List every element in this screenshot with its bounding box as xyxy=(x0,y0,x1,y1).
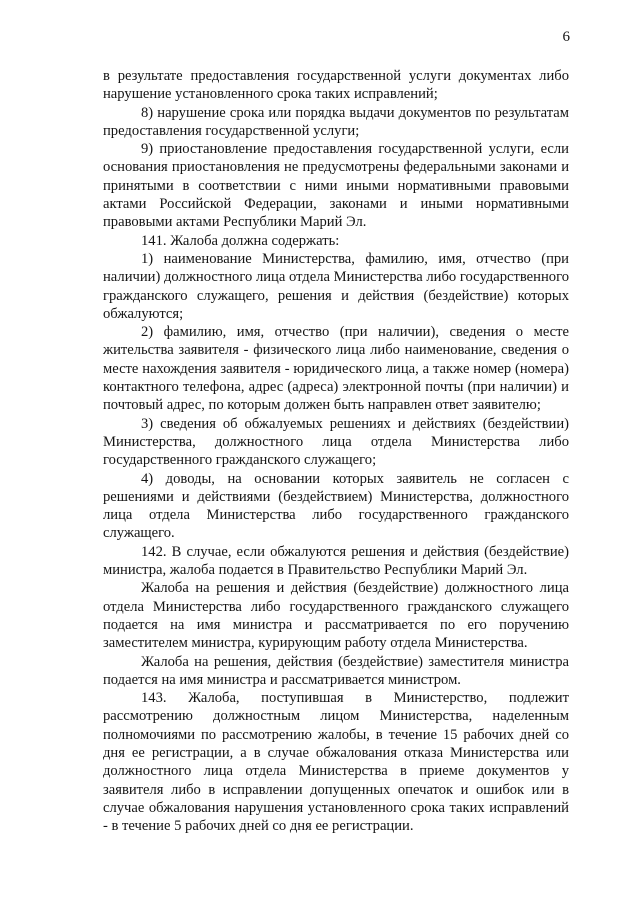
paragraph-141-item-3: 3) сведения об обжалуемых решениях и действиях (бездействии) Министерства, должностного лица отдела Министерства либо государственного гражданского служащего; xyxy=(103,415,569,469)
paragraph-141-item-2: 2) фамилию, имя, отчество (при наличии), сведения о месте жительства заявителя - физического лица либо наименование, сведения о месте нахождения заявителя - юридического лица, а также номер (номера) контактного телефона, адрес (адреса) электронной почты (при наличии) и почтовый адрес, по которым должен быть направлен ответ заявителю; xyxy=(103,324,569,414)
paragraph-142: 142. В случае, если обжалуются решения и действия (бездействие) министра, жалоба подается в Правительство Республики Марий Эл. xyxy=(103,543,569,579)
page-number: 6 xyxy=(562,29,570,45)
document-body xyxy=(103,67,569,835)
paragraph-141-item-1: 1) наименование Министерства, фамилию, имя, отчество (при наличии) должностного лица отдела Министерства либо государственного гражданского служащего, решения и действия (бездействие) которых обжалуются; xyxy=(103,250,569,322)
paragraph-142-officials: Жалоба на решения и действия (бездействие) должностного лица отдела Министерства либо государственного гражданского служащего подается на имя министра и рассматривается по его поручению заместителем министра, курирующим работу отдела Министерства. xyxy=(103,580,569,652)
paragraph-1: в результате предоставления государственной услуги документах либо нарушение установленного срока таких исправлений; xyxy=(103,68,569,103)
paragraph-143: 143. Жалоба, поступившая в Министерство, подлежит рассмотрению должностным лицом Министерства, наделенным полномочиями по рассмотрению жалобы, в течение 15 рабочих дней со дня ее регистрации, а в случае обжалования отказа Министерства или должностного лица отдела Министерства в приеме документов у заявителя либо в исправлении допущенных опечаток и ошибок или в случае обжалования нарушения установленного срока таких исправлений - в течение 5 рабочих дней со дня ее регистрации. xyxy=(103,690,569,835)
paragraph-item-9: 9) приостановление предоставления государственной услуги, если основания приостановления не предусмотрены федеральными законами и принятыми в соответствии с ними иными нормативными правовыми актами Российской Федерации, законами и иными нормативными правовыми актами Республики Марий Эл. xyxy=(103,141,569,231)
paragraph-142-deputy: Жалоба на решения, действия (бездействие) заместителя министра подается на имя министра и рассматривается министром. xyxy=(103,653,569,688)
paragraph-141-item-4: 4) доводы, на основании которых заявитель не согласен с решениями и действиями (бездействием) Министерства, должностного лица отдела Министерства либо государственного гражданского служащего. xyxy=(103,470,569,542)
paragraph-item-8: 8) нарушение срока или порядка выдачи документов по результатам предоставления государственной услуги; xyxy=(103,104,569,139)
paragraph-141: 141. Жалоба должна содержать: xyxy=(141,232,340,249)
